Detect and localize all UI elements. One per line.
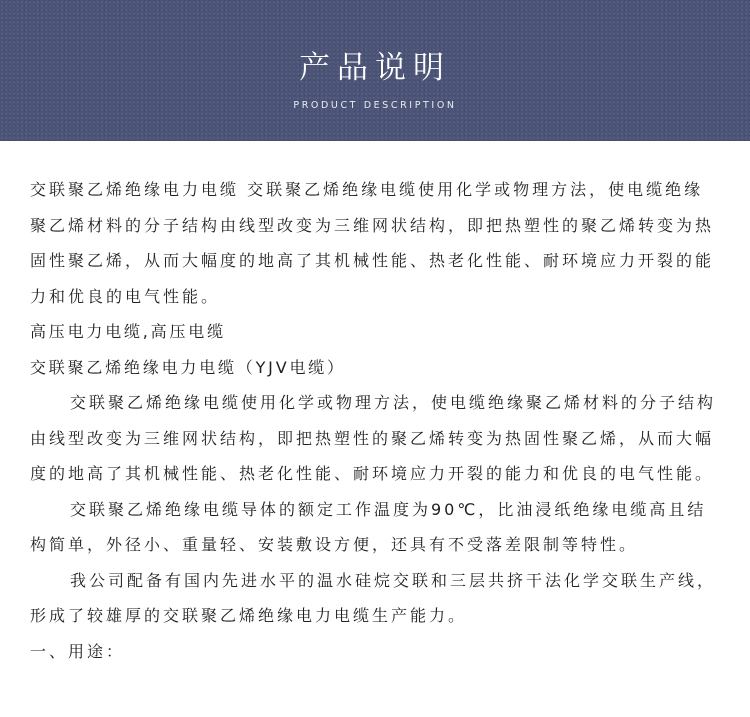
intro-paragraph: 交联聚乙烯绝缘电力电缆 交联聚乙烯绝缘电缆使用化学或物理方法，使电缆绝缘聚乙烯材料的分子结构由线型改变为三维网状结构，即把热塑性的聚乙烯转变为热固性聚乙烯，从而大幅度的地高了其机械性能、热老化性能、耐环境应力开裂的能力和优良的电气性能。 bbox=[30, 180, 715, 306]
yjv-line: 交联聚乙烯绝缘电力电缆（YJV电缆） bbox=[30, 357, 346, 377]
uses-heading: 一、用途： bbox=[30, 641, 126, 661]
header-banner bbox=[0, 0, 750, 141]
banner-subtitle: PRODUCT DESCRIPTION bbox=[293, 100, 457, 111]
high-voltage-line: 高压电力电缆,高压电缆 bbox=[30, 322, 226, 341]
description-paragraph-3: 我公司配备有国内先进水平的温水硅烷交联和三层共挤干法化学交联生产线，形成了较雄厚的交联聚乙烯绝缘电力电缆生产能力。 bbox=[30, 570, 717, 625]
product-description-content bbox=[0, 172, 750, 669]
description-paragraph-2: 交联聚乙烯绝缘电缆导体的额定工作温度为90℃，比油浸纸绝缘电缆高且结构简单，外径小、重量轻、安装敷设方便，还具有不受落差限制等特性。 bbox=[30, 499, 707, 554]
description-paragraph-1: 交联聚乙烯绝缘电缆使用化学或物理方法，使电缆绝缘聚乙烯材料的分子结构由线型改变为三维网状结构，即把热塑性的聚乙烯转变为热固性聚乙烯，从而大幅度的地高了其机械性能、热老化性能、耐环境应力开裂的能力和优良的电气性能。 bbox=[30, 393, 717, 483]
banner-title: 产品说明 bbox=[299, 50, 451, 86]
